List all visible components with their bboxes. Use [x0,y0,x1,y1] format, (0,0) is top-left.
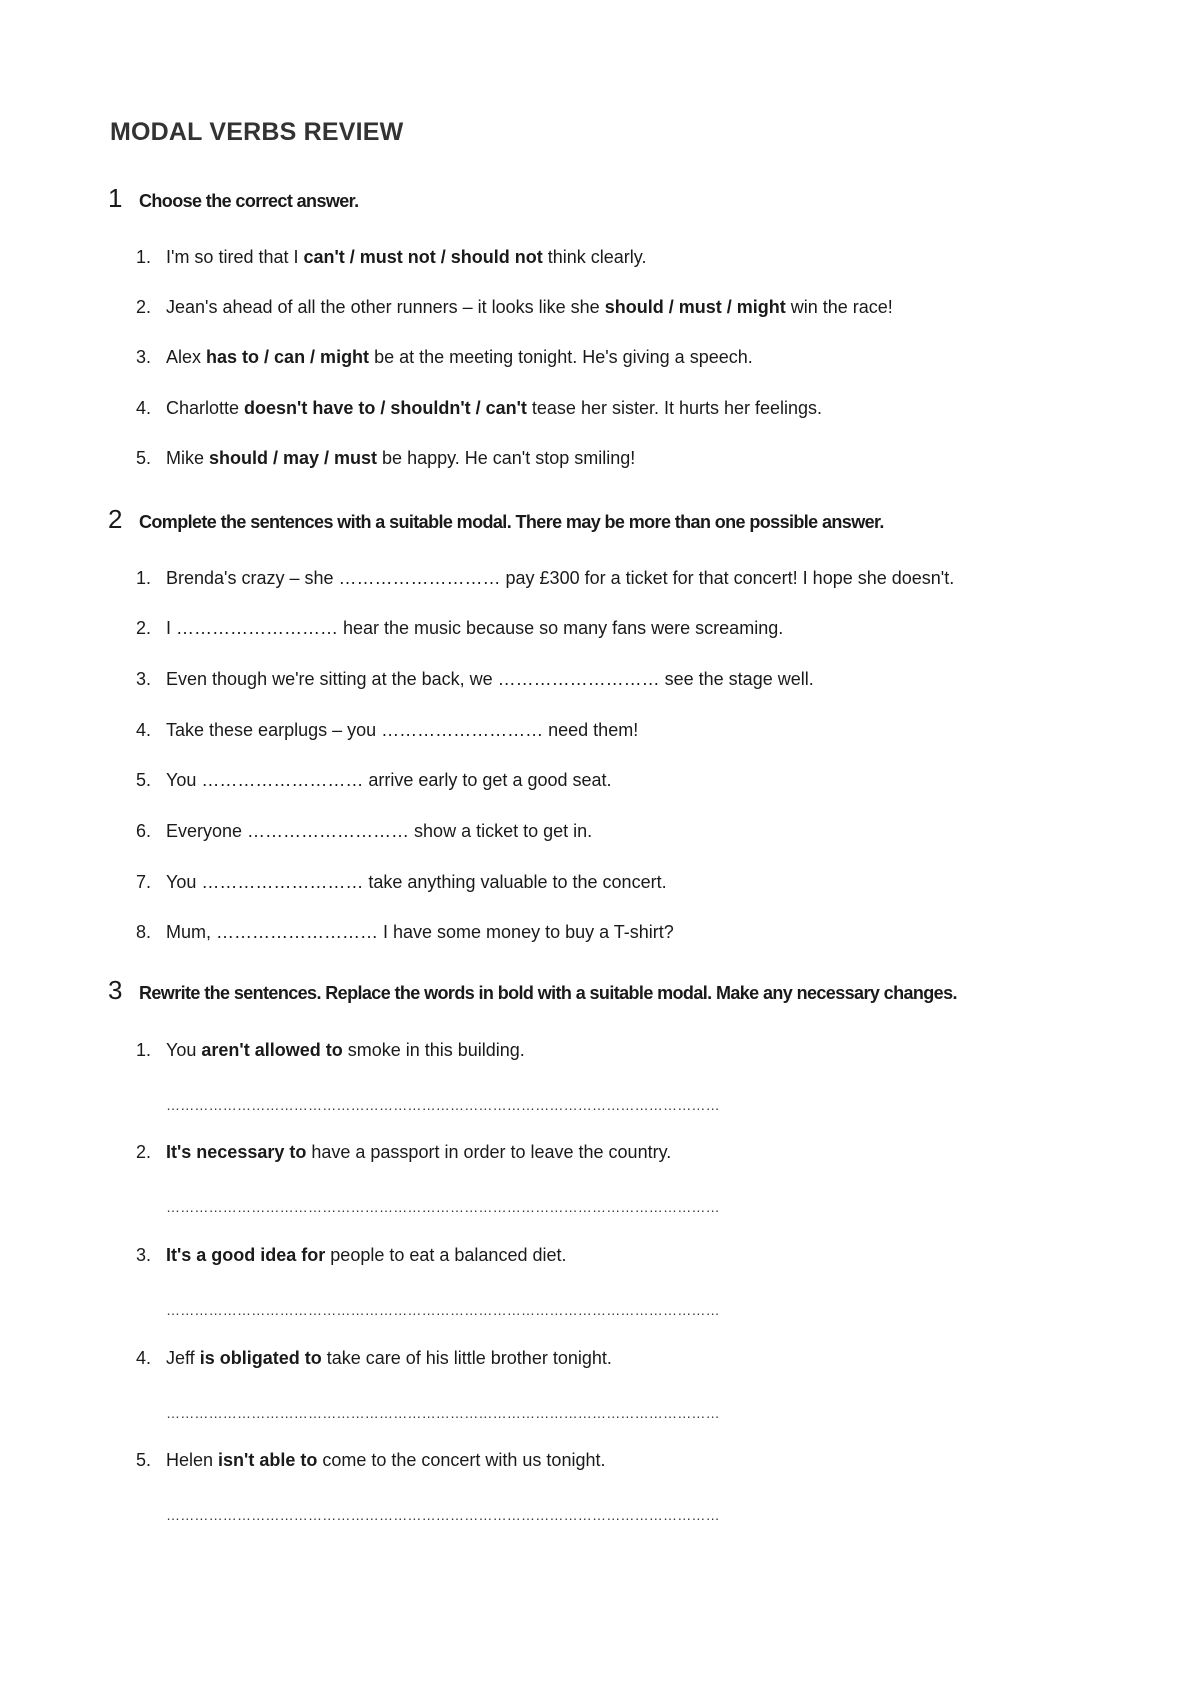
answer-options: has to / can / might [206,347,370,367]
exercise-2-item-8: 8. Mum, ……………………… I have some money to buy a T-shirt? [136,922,674,942]
section-3-heading [108,975,957,1006]
exercise-1-item-5: 5. Mike should / may / must be happy. He can't stop smiling! [136,448,636,468]
exercise-3-item-5: 5. Helen isn't able to come to the concert with us tonight. [136,1450,606,1470]
phrase-to-replace: It's a good idea for [166,1245,326,1265]
exercise-2-item-3: 3. Even though we're sitting at the back, we ……………………… see the stage well. [136,669,814,689]
exercise-1-item-3: 3. Alex has to / can / might be at the meeting tonight. He's giving a speech. [136,347,753,367]
exercise-1-item-2: 2. Jean's ahead of all the other runners – it looks like she should / must / might win the race! [136,297,893,317]
exercise-3-item-4: 4. Jeff is obligated to take care of his little brother tonight. [136,1348,612,1368]
answer-line: ……………………………………………………………………………………………………… [166,1507,720,1523]
exercise-2-item-7: 7. You ……………………… take anything valuable to the concert. [136,872,667,892]
section-number: 2 [108,504,123,534]
section-2-heading [108,504,884,535]
section-instruction: Rewrite the sentences. Replace the words in bold with a suitable modal. Make any necessary changes. [139,983,957,1003]
answer-options: doesn't have to / shouldn't / can't [244,398,527,418]
exercise-3-item-1: 1. You aren't allowed to smoke in this building. [136,1040,525,1060]
worksheet-title: MODAL VERBS REVIEW [110,118,404,146]
exercise-2-item-6: 6. Everyone ……………………… show a ticket to get in. [136,821,593,841]
answer-line: ……………………………………………………………………………………………………… [166,1097,720,1113]
answer-options: should / must / might [604,297,786,317]
phrase-to-replace: is obligated to [199,1348,322,1368]
section-number: 3 [108,975,123,1005]
exercise-3-item-2: 2. It's necessary to have a passport in order to leave the country. [136,1142,672,1162]
exercise-2-item-4: 4. Take these earplugs – you ……………………… need them! [136,720,639,740]
exercise-1-item-4: 4. Charlotte doesn't have to / shouldn't / can't tease her sister. It hurts her feelings. [136,398,823,418]
phrase-to-replace: aren't allowed to [201,1040,343,1060]
answer-line: ……………………………………………………………………………………………………… [166,1199,720,1215]
answer-options: can't / must not / should not [303,247,543,267]
section-1-heading [108,183,358,214]
section-instruction: Choose the correct answer. [139,191,359,211]
section-number: 1 [108,183,123,213]
answer-line: ……………………………………………………………………………………………………… [166,1405,720,1421]
exercise-1-item-1: 1. I'm so tired that I can't / must not / should not think clearly. [136,247,647,267]
exercise-2-item-1: 1. Brenda's crazy – she ……………………… pay £300 for a ticket for that concert! I hope she doesn't. [136,568,955,588]
phrase-to-replace: isn't able to [218,1450,318,1470]
section-instruction: Complete the sentences with a suitable modal. There may be more than one possible answer. [139,512,884,532]
answer-line: ……………………………………………………………………………………………………… [166,1302,720,1318]
phrase-to-replace: It's necessary to [166,1142,307,1162]
exercise-2-item-2: 2. I ……………………… hear the music because so many fans were screaming. [136,618,784,638]
answer-options: should / may / must [209,448,378,468]
exercise-2-item-5: 5. You ……………………… arrive early to get a good seat. [136,770,612,790]
exercise-3-item-3: 3. It's a good idea for people to eat a balanced diet. [136,1245,567,1265]
